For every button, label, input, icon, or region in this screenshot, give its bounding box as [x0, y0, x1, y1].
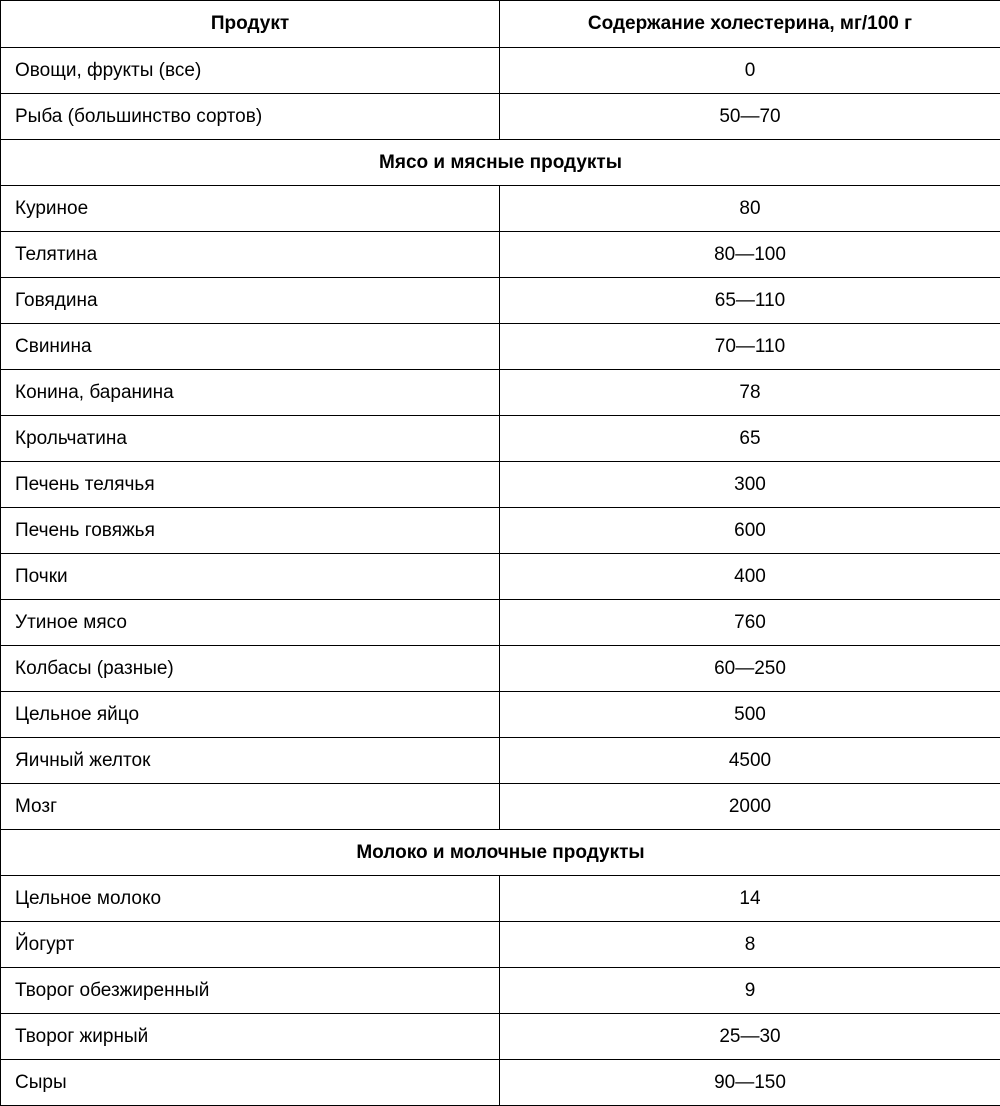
product-cell: Сыры: [1, 1060, 500, 1106]
product-cell: Цельное яйцо: [1, 692, 500, 738]
header-cholesterol: Содержание холестерина, мг/100 г: [500, 1, 1000, 48]
value-cell: 78: [500, 370, 1000, 416]
section-title-meat: Мясо и мясные продукты: [1, 140, 1000, 186]
table-row: [1, 48, 1000, 94]
table-row: [1, 186, 1000, 232]
product-cell: Яичный желток: [1, 738, 500, 784]
value-cell: 80: [500, 186, 1000, 232]
value-cell: 300: [500, 462, 1000, 508]
table-row: [1, 646, 1000, 692]
product-cell: Утиное мясо: [1, 600, 500, 646]
product-cell: Рыба (большинство сортов): [1, 94, 500, 140]
value-cell: 4500: [500, 738, 1000, 784]
product-cell: Свинина: [1, 324, 500, 370]
table-row: [1, 922, 1000, 968]
product-cell: Йогурт: [1, 922, 500, 968]
value-cell: 9: [500, 968, 1000, 1014]
table-row: [1, 738, 1000, 784]
table-row: [1, 508, 1000, 554]
product-cell: Конина, баранина: [1, 370, 500, 416]
product-cell: Колбасы (разные): [1, 646, 500, 692]
table-row: [1, 784, 1000, 830]
table-row: [1, 416, 1000, 462]
header-product: Продукт: [1, 1, 500, 48]
product-cell: Печень телячья: [1, 462, 500, 508]
table-row: [1, 1014, 1000, 1060]
table-row: [1, 554, 1000, 600]
value-cell: 80—100: [500, 232, 1000, 278]
table-header-row: [1, 1, 1000, 48]
value-cell: 600: [500, 508, 1000, 554]
product-cell: Творог жирный: [1, 1014, 500, 1060]
table-row: [1, 600, 1000, 646]
value-cell: 70—110: [500, 324, 1000, 370]
product-cell: Овощи, фрукты (все): [1, 48, 500, 94]
value-cell: 65: [500, 416, 1000, 462]
table-row: [1, 876, 1000, 922]
value-cell: 2000: [500, 784, 1000, 830]
value-cell: 8: [500, 922, 1000, 968]
value-cell: 90—150: [500, 1060, 1000, 1106]
value-cell: 50—70: [500, 94, 1000, 140]
value-cell: 0: [500, 48, 1000, 94]
product-cell: Мозг: [1, 784, 500, 830]
table-row: [1, 370, 1000, 416]
table-row: [1, 232, 1000, 278]
table-row: [1, 94, 1000, 140]
product-cell: Телятина: [1, 232, 500, 278]
section-header-meat: [1, 140, 1000, 186]
section-header-dairy: [1, 830, 1000, 876]
value-cell: 14: [500, 876, 1000, 922]
value-cell: 760: [500, 600, 1000, 646]
value-cell: 25—30: [500, 1014, 1000, 1060]
table-row: [1, 324, 1000, 370]
product-cell: Печень говяжья: [1, 508, 500, 554]
value-cell: 65—110: [500, 278, 1000, 324]
table-row: [1, 462, 1000, 508]
product-cell: Цельное молоко: [1, 876, 500, 922]
product-cell: Почки: [1, 554, 500, 600]
product-cell: Куриное: [1, 186, 500, 232]
table-row: [1, 278, 1000, 324]
table-row: [1, 968, 1000, 1014]
table-row: [1, 1060, 1000, 1106]
product-cell: Крольчатина: [1, 416, 500, 462]
product-cell: Творог обезжиренный: [1, 968, 500, 1014]
table-row: [1, 692, 1000, 738]
value-cell: 60—250: [500, 646, 1000, 692]
value-cell: 400: [500, 554, 1000, 600]
value-cell: 500: [500, 692, 1000, 738]
product-cell: Говядина: [1, 278, 500, 324]
section-title-dairy: Молоко и молочные продукты: [1, 830, 1000, 876]
